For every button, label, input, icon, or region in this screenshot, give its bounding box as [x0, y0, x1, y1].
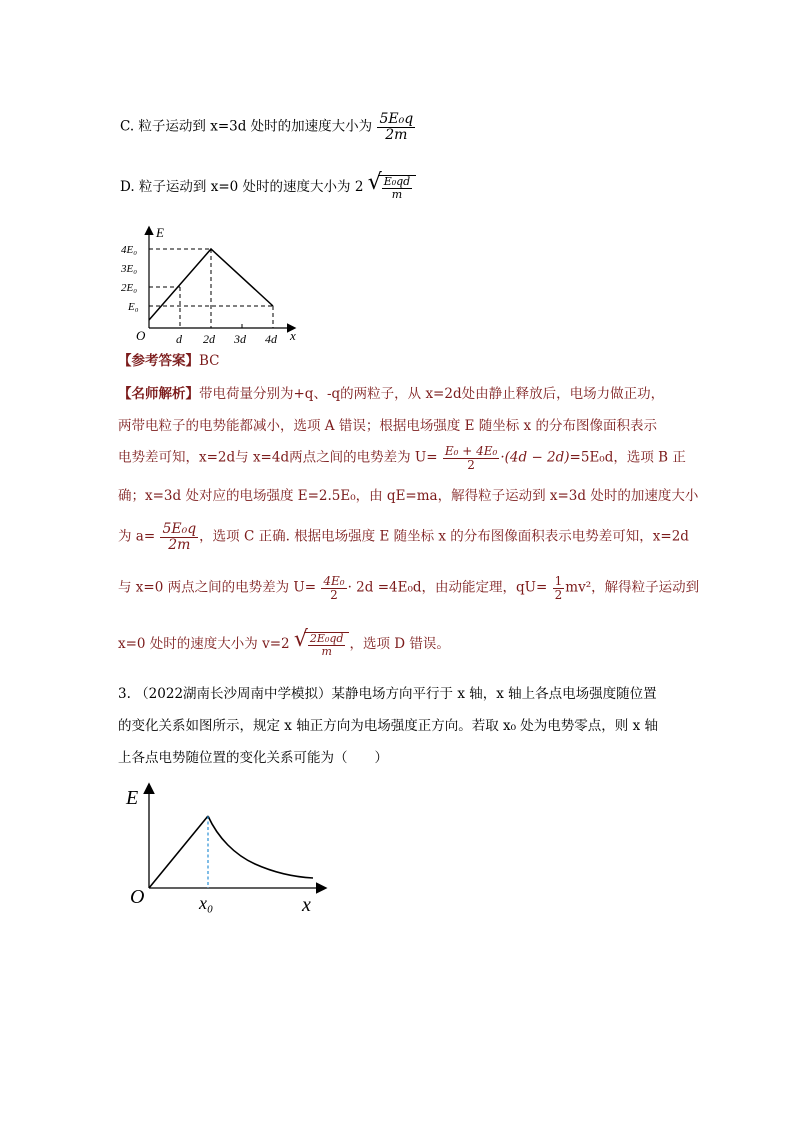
- question-3-line-1: 3. （2022湖南长沙周南中学模拟）某静电场方向平行于 x 轴，x 轴上各点电场强度随位置: [118, 686, 657, 702]
- analysis-fraction-4: $\frac{1}{2}$: [554, 574, 563, 602]
- origin-label-2: O: [130, 886, 145, 908]
- x-axis-label: x: [290, 328, 296, 343]
- y-tick-2e0: 2E₀: [121, 282, 138, 294]
- linear-rise: [149, 816, 208, 888]
- analysis-line-4: 确；x=3d 处对应的电场强度 E=2.5E₀，由 qE=ma，解得粒子运动到 x=3d 处时的加速度大小: [118, 488, 699, 504]
- y-tick-3e0: 3E₀: [121, 263, 138, 275]
- option-d-sqrt: √ $\frac{\text{E₀qd}}{m}$: [368, 175, 417, 200]
- answer-line: [118, 352, 220, 370]
- analysis-fraction-1: $\frac{\text{E₀ + 4E₀}}{2}$: [444, 444, 498, 472]
- analysis-line-5: 为 a= $\frac{\text{5E₀q}}{2m}$ ，选项 C 正确. 根据电场强度 E 随坐标 x 的分布图像面积表示电势差可知，x=2d: [118, 521, 689, 553]
- x-axis-label-2: x: [302, 894, 311, 915]
- y-axis-label-2: E: [126, 787, 139, 809]
- analysis-line-7: x=0 处时的速度大小为 v=2 √ $\frac{\text{2E₀qd}}{m}$ ，选项 D 错误。: [118, 627, 450, 658]
- analysis-sqrt: √ $\frac{\text{2E₀qd}}{m}$: [294, 632, 350, 657]
- option-c-fraction: $\frac{\text{5E₀q}}{2m}$: [379, 111, 414, 143]
- option-c: [120, 112, 416, 142]
- x-tick-3d: 3d: [234, 332, 246, 346]
- analysis-line-1: 【名师解析】带电荷量分别为+q、-q的两粒子，从 x=2d处由静止释放后，电场力做正功，: [118, 386, 665, 402]
- x-tick-2d: 2d: [203, 332, 215, 346]
- y-tick-4e0: 4E₀: [121, 244, 138, 256]
- question-3-line-2: 的变化关系如图所示，规定 x 轴正方向为电场强度正方向。若取 x₀ 处为电势零点，则 x 轴: [118, 718, 658, 734]
- answer-label: 【参考答案】: [118, 353, 199, 369]
- analysis-fraction-3: $\frac{\text{4E₀}}{2}$: [323, 574, 345, 602]
- decay-curve: [208, 816, 313, 878]
- origin-label: O: [136, 328, 146, 343]
- option-d: [120, 170, 416, 201]
- option-c-text: C. 粒子运动到 x=3d 处时的加速度大小为: [120, 118, 373, 135]
- x-tick-d: d: [176, 332, 182, 346]
- analysis-line-6: 与 x=0 两点之间的电势差为 U= $\frac{\text{4E₀}}{2}$ · 2d =4E₀d，由动能定理，qU= $\frac{1}{2}$ mv²，解得粒子运动到: [118, 574, 700, 602]
- y-axis-label: E: [156, 225, 164, 240]
- analysis-label: 【名师解析】: [118, 386, 199, 402]
- y-tick-e0: E₀: [128, 301, 139, 313]
- figure-e-x-graph-1: [118, 222, 308, 347]
- x0-label: x₀: [199, 893, 214, 913]
- answer-value: BC: [199, 353, 220, 369]
- analysis-line-2: 两带电粒子的电势能都减小，选项 A 错误；根据电场强度 E 随坐标 x 的分布图像面积表示: [118, 418, 657, 434]
- analysis-line-3: 电势差可知，x=2d与 x=4d两点之间的电势差为 U= $\frac{\text{E₀ + 4E₀}}{2}$ ·(4d − 2d)=5E₀d，选项 B 正: [118, 444, 686, 472]
- analysis-fraction-2: $\frac{\text{5E₀q}}{2m}$: [162, 521, 197, 553]
- option-d-text: D. 粒子运动到 x=0 处时的速度大小为 2: [120, 179, 364, 196]
- question-3-line-3: 上各点电势随位置的变化关系可能为（ ）: [118, 750, 388, 766]
- x-tick-4d: 4d: [265, 332, 277, 346]
- figure-e-x-graph-2: [120, 780, 330, 915]
